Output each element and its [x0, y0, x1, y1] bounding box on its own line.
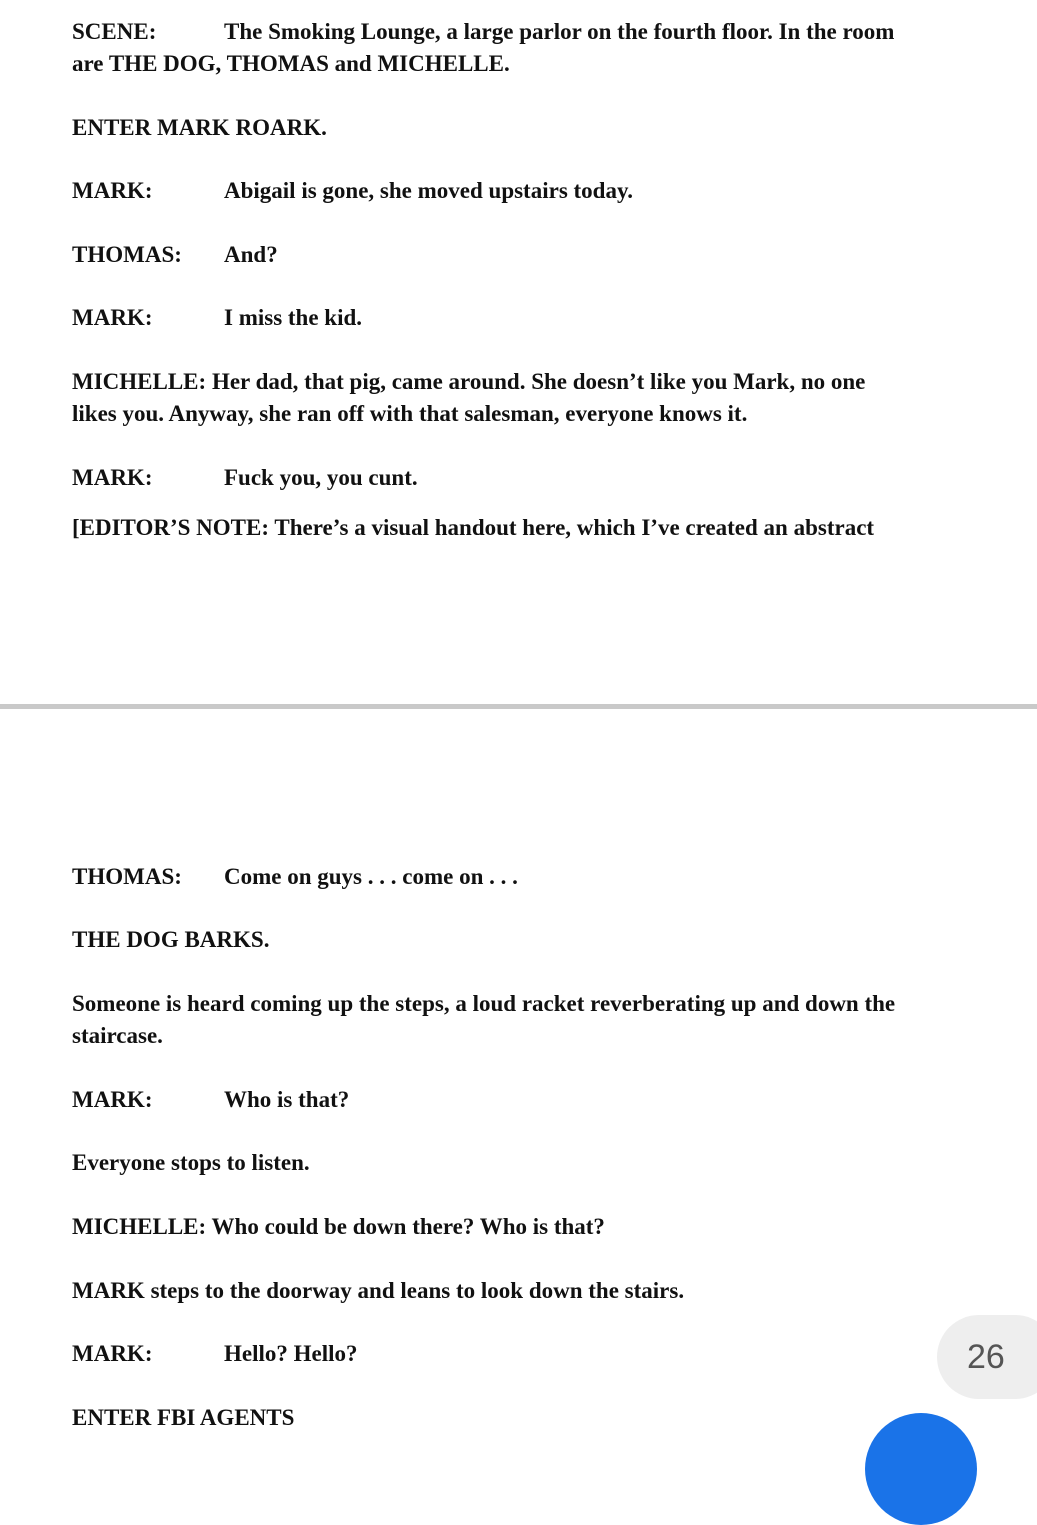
dialogue-text: And? [224, 242, 278, 267]
dialogue-continuation-michelle-1: likes you. Anyway, she ran off with that salesman, everyone knows it. [72, 401, 748, 426]
speaker-label: MICHELLE: [72, 369, 207, 394]
speaker-label: MICHELLE: [72, 1214, 207, 1239]
speaker-label: MARK: [72, 305, 153, 330]
dialogue-text: Her dad, that pig, came around. She doesn’t like you Mark, no one [211, 369, 866, 394]
page-number-indicator[interactable]: 26 [937, 1315, 1037, 1399]
stage-direction-racket-line-1: Someone is heard coming up the steps, a loud racket reverberating up and down the [72, 991, 896, 1016]
dialogue-line-michelle-2 [72, 1211, 605, 1243]
document-page-upper [0, 0, 1037, 705]
speaker-label: THOMAS: [72, 864, 182, 889]
scene-text-line-1: The Smoking Lounge, a large parlor on the fourth floor. In the room [224, 19, 895, 44]
speaker-label: MARK: [72, 1087, 153, 1112]
stage-direction-mark-steps: MARK steps to the doorway and leans to look down the stairs. [72, 1278, 685, 1303]
dialogue-text: Hello? Hello? [224, 1341, 358, 1366]
speaker-label: MARK: [72, 465, 153, 490]
dialogue-text: Who could be down there? Who is that? [211, 1214, 605, 1239]
stage-direction-everyone-stops: Everyone stops to listen. [72, 1150, 310, 1175]
dialogue-text: Who is that? [224, 1087, 350, 1112]
dialogue-line-michelle-1 [72, 366, 865, 398]
dialogue-text: Abigail is gone, she moved upstairs today. [224, 178, 633, 203]
stage-direction-enter-mark: ENTER MARK ROARK. [72, 115, 327, 140]
stage-direction-dog-barks: THE DOG BARKS. [72, 927, 270, 952]
floating-action-button[interactable] [865, 1413, 977, 1525]
speaker-label: MARK: [72, 1341, 153, 1366]
page-separator [0, 704, 1037, 709]
editor-note: [EDITOR’S NOTE: There’s a visual handout here, which I’ve created an abstract [72, 515, 875, 540]
scene-text-line-2: are THE DOG, THOMAS and MICHELLE. [72, 51, 510, 76]
scene-label: SCENE: [72, 19, 157, 44]
speaker-label: THOMAS: [72, 242, 182, 267]
dialogue-text: Fuck you, you cunt. [224, 465, 418, 490]
dialogue-text: Come on guys . . . come on . . . [224, 864, 518, 889]
stage-direction-enter-fbi: ENTER FBI AGENTS [72, 1405, 295, 1430]
stage-direction-racket-line-2: staircase. [72, 1023, 163, 1048]
speaker-label: MARK: [72, 178, 153, 203]
document-page-lower [0, 710, 1037, 1434]
dialogue-text: I miss the kid. [224, 305, 363, 330]
